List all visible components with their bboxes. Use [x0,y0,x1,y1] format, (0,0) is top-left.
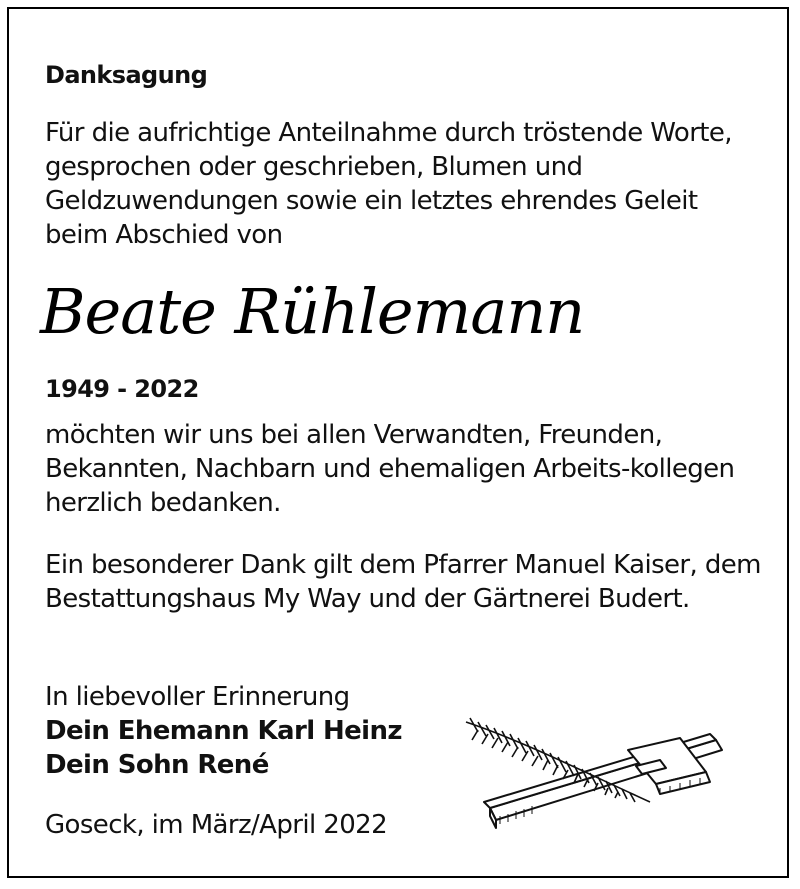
thanks-paragraph: möchten wir uns bei allen Verwandten, Freunden, Bekannten, Nachbarn und ehemaligen Arbeits-kollegen herzlich bedanken. [45,420,735,518]
closing-line: In liebevoller Erinnerung [45,682,350,712]
signer-husband: Dein Ehemann Karl Heinz [45,716,402,746]
intro-paragraph: Für die aufrichtige Anteilnahme durch tröstende Worte, gesprochen oder geschrieben, Blumen und Geldzuwendungen sowie ein letztes ehrendes Geleit beim Abschied von [45,118,732,250]
cross-with-palm-frond-icon [460,710,760,840]
special-thanks-paragraph: Ein besonderer Dank gilt dem Pfarrer Manuel Kaiser, dem Bestattungshaus My Way und der Gärtnerei Budert. [45,550,761,614]
life-years: 1949 - 2022 [45,375,199,403]
signature-block [45,680,465,782]
notice-heading: Danksagung [45,61,208,89]
place-date: Goseck, im März/April 2022 [45,810,388,840]
signer-son: Dein Sohn René [45,750,269,780]
deceased-name: Beate Rühlemann [40,275,585,348]
